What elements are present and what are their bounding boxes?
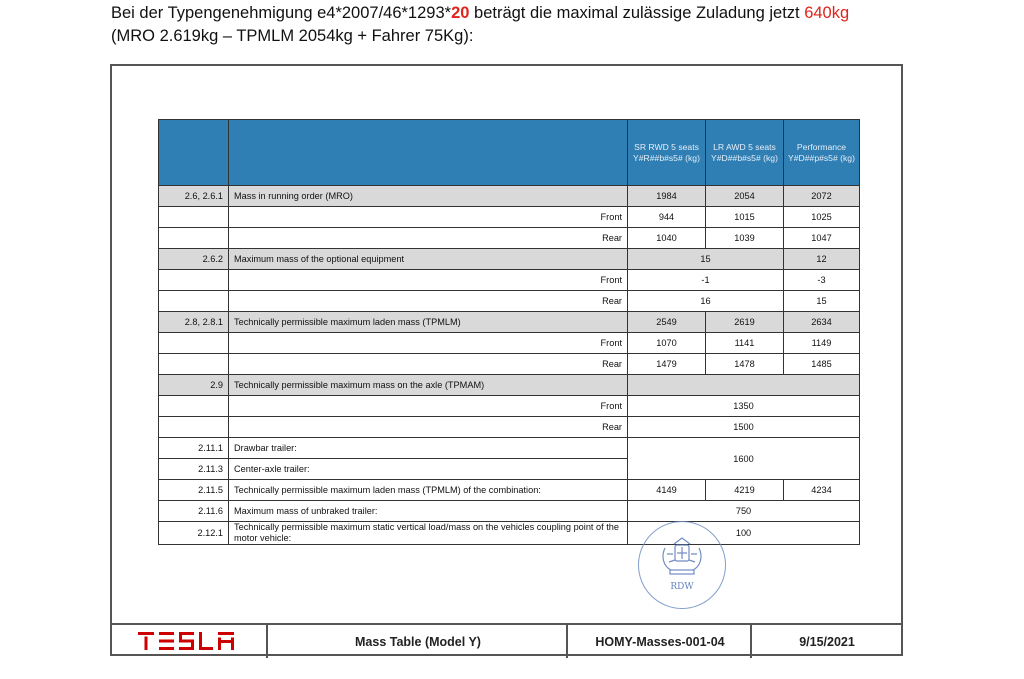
footer-title: Mass Table (Model Y) xyxy=(266,625,568,658)
row-number: 2.9 xyxy=(159,375,229,396)
row-number xyxy=(159,270,229,291)
cell-value: 1478 xyxy=(706,354,784,375)
table-row xyxy=(159,522,860,545)
row-sublabel: Front xyxy=(229,207,628,228)
cell-value: 15 xyxy=(628,249,784,270)
cell-value: -1 xyxy=(628,270,784,291)
row-number xyxy=(159,228,229,249)
row-sublabel: Front xyxy=(229,270,628,291)
intro-line-2: (MRO 2.619kg – TPMLM 2054kg + Fahrer 75Kg): xyxy=(111,27,474,45)
table-row xyxy=(159,186,860,207)
row-label: Maximum mass of unbraked trailer: xyxy=(229,501,628,522)
table-row xyxy=(159,354,860,375)
cell-value: 1600 xyxy=(628,438,860,480)
table-row xyxy=(159,501,860,522)
header-blank xyxy=(229,120,628,186)
row-number: 2.6, 2.6.1 xyxy=(159,186,229,207)
header-sr-rwd: SR RWD 5 seats Y#R##b#s5# (kg) xyxy=(628,120,706,186)
table-row xyxy=(159,270,860,291)
cell-value: 1500 xyxy=(628,417,860,438)
row-label: Maximum mass of the optional equipment xyxy=(229,249,628,270)
rdw-stamp xyxy=(638,521,726,609)
header-lr-awd: LR AWD 5 seats Y#D##b#s5# (kg) xyxy=(706,120,784,186)
cell-value: 1350 xyxy=(628,396,860,417)
row-number xyxy=(159,354,229,375)
row-number: 2.11.3 xyxy=(159,459,229,480)
cell-value: 4149 xyxy=(628,480,706,501)
cell-value: 4219 xyxy=(706,480,784,501)
row-number: 2.8, 2.8.1 xyxy=(159,312,229,333)
intro-text xyxy=(111,2,1011,48)
cell-value: 1984 xyxy=(628,186,706,207)
footer-date: 9/15/2021 xyxy=(750,625,902,658)
row-label: Technically permissible maximum static vertical load/mass on the vehicles coupling point of the motor vehicle: xyxy=(229,522,628,545)
table-row xyxy=(159,396,860,417)
row-number xyxy=(159,396,229,417)
cell-value: 1070 xyxy=(628,333,706,354)
intro-line-1 xyxy=(111,2,1011,25)
row-label: Technically permissible maximum laden mass (TPMLM) xyxy=(229,312,628,333)
cell-value: 2634 xyxy=(784,312,860,333)
cell-value: 2619 xyxy=(706,312,784,333)
table-row xyxy=(159,333,860,354)
row-label: Drawbar trailer: xyxy=(229,438,628,459)
table-header-row xyxy=(159,120,860,186)
tesla-logo xyxy=(138,629,238,653)
table-row xyxy=(159,207,860,228)
row-number xyxy=(159,333,229,354)
table-row xyxy=(159,249,860,270)
mass-table-document xyxy=(110,64,903,656)
table-row xyxy=(159,291,860,312)
footer-doc-id: HOMY-Masses-001-04 xyxy=(566,625,752,658)
tesla-wordmark-icon xyxy=(138,632,238,650)
intro-highlight-number: 20 xyxy=(451,4,470,22)
cell-value: 1479 xyxy=(628,354,706,375)
row-number: 2.11.5 xyxy=(159,480,229,501)
row-label: Technically permissible maximum mass on the axle (TPMAM) xyxy=(229,375,628,396)
cell-value: 2054 xyxy=(706,186,784,207)
row-number: 2.11.1 xyxy=(159,438,229,459)
cell-value: 12 xyxy=(784,249,860,270)
row-number: 2.11.6 xyxy=(159,501,229,522)
cell-value: 16 xyxy=(628,291,784,312)
table-row xyxy=(159,312,860,333)
intro-text-part: Bei der Typengenehmigung e4*2007/46*1293* xyxy=(111,4,452,22)
row-sublabel: Rear xyxy=(229,291,628,312)
document-footer xyxy=(112,623,901,658)
table-row xyxy=(159,480,860,501)
row-label: Mass in running order (MRO) xyxy=(229,186,628,207)
cell-value: 1040 xyxy=(628,228,706,249)
header-blank xyxy=(159,120,229,186)
cell-value: 750 xyxy=(628,501,860,522)
cell-value: 4234 xyxy=(784,480,860,501)
table-row xyxy=(159,228,860,249)
row-sublabel: Front xyxy=(229,333,628,354)
cell-value: 1025 xyxy=(784,207,860,228)
cell-value: 1047 xyxy=(784,228,860,249)
cell-value: 1141 xyxy=(706,333,784,354)
row-sublabel: Rear xyxy=(229,228,628,249)
cell-value: 15 xyxy=(784,291,860,312)
cell-value: 1149 xyxy=(784,333,860,354)
crest-icon xyxy=(657,534,707,578)
cell-value: 1039 xyxy=(706,228,784,249)
stamp-label: RDW xyxy=(670,582,694,592)
row-number xyxy=(159,417,229,438)
intro-highlight-weight: 640kg xyxy=(804,4,850,22)
row-sublabel: Rear xyxy=(229,417,628,438)
intro-text-part: beträgt die maximal zulässige Zuladung jetzt xyxy=(469,4,805,22)
cell-value: 944 xyxy=(628,207,706,228)
cell-value: 1485 xyxy=(784,354,860,375)
table-row xyxy=(159,375,860,396)
row-number: 2.6.2 xyxy=(159,249,229,270)
cell-value: 1015 xyxy=(706,207,784,228)
cell-value xyxy=(628,375,860,396)
row-label: Center-axle trailer: xyxy=(229,459,628,480)
row-sublabel: Front xyxy=(229,396,628,417)
table-row xyxy=(159,417,860,438)
row-number xyxy=(159,291,229,312)
header-performance: Performance Y#D##p#s5# (kg) xyxy=(784,120,860,186)
cell-value: 2072 xyxy=(784,186,860,207)
row-number xyxy=(159,207,229,228)
cell-value: 2549 xyxy=(628,312,706,333)
cell-value: -3 xyxy=(784,270,860,291)
table-row xyxy=(159,438,860,459)
row-number: 2.12.1 xyxy=(159,522,229,545)
row-sublabel: Rear xyxy=(229,354,628,375)
row-label: Technically permissible maximum laden mass (TPMLM) of the combination: xyxy=(229,480,628,501)
cell-value: 100 xyxy=(628,522,860,545)
mass-table xyxy=(158,119,860,545)
